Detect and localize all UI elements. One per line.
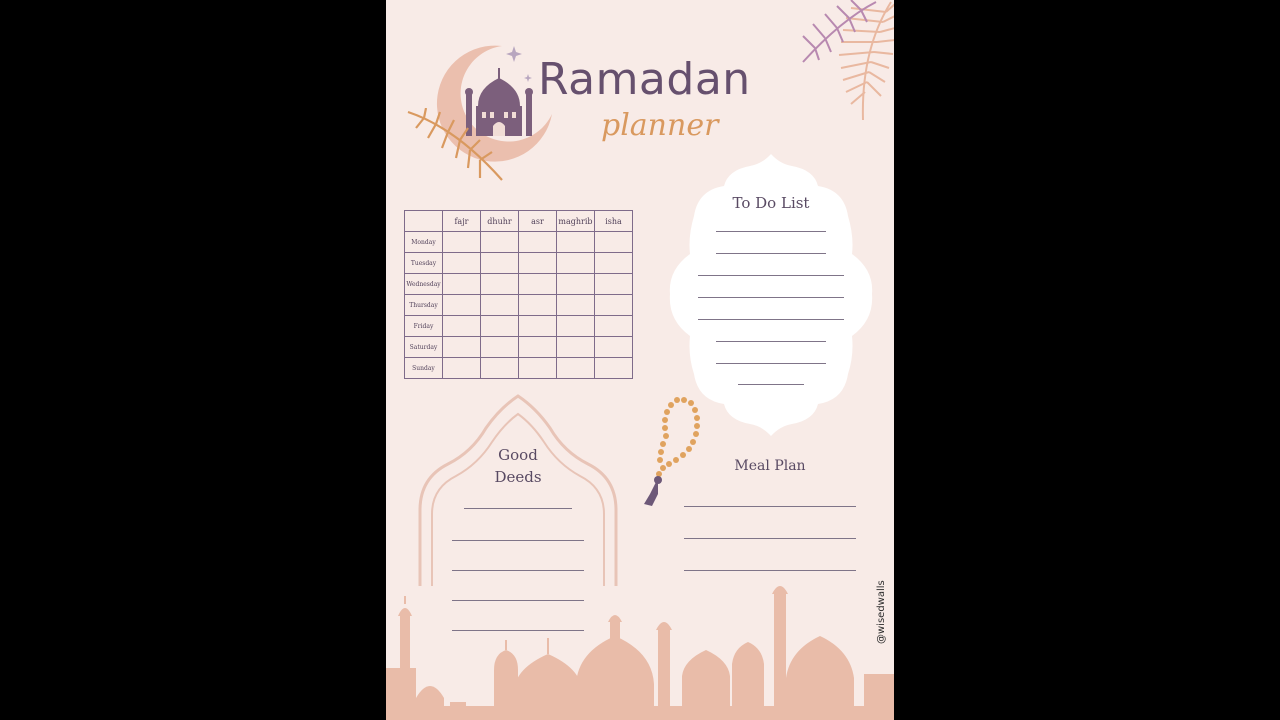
table-row: [405, 253, 633, 274]
check-cell: [443, 358, 481, 379]
todo-line: [716, 363, 826, 364]
meal-plan-line: [684, 506, 856, 507]
check-cell: [557, 274, 595, 295]
day-label: Monday: [405, 232, 443, 253]
check-cell: [595, 337, 633, 358]
table-row: [405, 274, 633, 295]
table-row: [405, 232, 633, 253]
check-cell: [519, 232, 557, 253]
check-cell: [595, 274, 633, 295]
check-cell: [595, 253, 633, 274]
todo-title: To Do List: [732, 194, 810, 212]
day-label: Tuesday: [405, 253, 443, 274]
prayer-beads-icon: [630, 394, 702, 510]
meal-plan-line: [684, 570, 856, 571]
good-deeds-line: [452, 540, 584, 541]
check-cell: [443, 295, 481, 316]
check-cell: [519, 274, 557, 295]
prayer-tracker-table: [404, 210, 633, 379]
column-header: fajr: [443, 211, 481, 232]
meal-plan-title: Meal Plan: [734, 458, 806, 474]
check-cell: [519, 358, 557, 379]
check-cell: [595, 295, 633, 316]
check-cell: [519, 316, 557, 337]
check-cell: [481, 358, 519, 379]
check-cell: [481, 295, 519, 316]
check-cell: [481, 337, 519, 358]
check-cell: [557, 337, 595, 358]
check-cell: [557, 232, 595, 253]
check-cell: [557, 316, 595, 337]
planner-page: [386, 0, 894, 720]
table-corner-cell: [405, 211, 443, 232]
column-header: asr: [519, 211, 557, 232]
todo-line: [698, 297, 844, 298]
check-cell: [519, 337, 557, 358]
check-cell: [443, 274, 481, 295]
mosque-skyline: [386, 578, 894, 720]
column-header: dhuhr: [481, 211, 519, 232]
column-header: isha: [595, 211, 633, 232]
meal-plan-line: [684, 538, 856, 539]
table-row: [405, 358, 633, 379]
check-cell: [519, 295, 557, 316]
todo-line: [698, 275, 844, 276]
check-cell: [481, 232, 519, 253]
check-cell: [595, 358, 633, 379]
check-cell: [443, 316, 481, 337]
check-cell: [557, 253, 595, 274]
table-row: [405, 295, 633, 316]
check-cell: [481, 253, 519, 274]
day-label: Saturday: [405, 337, 443, 358]
todo-line: [698, 319, 844, 320]
check-cell: [443, 232, 481, 253]
day-label: Thursday: [405, 295, 443, 316]
todo-line: [716, 253, 826, 254]
day-label: Friday: [405, 316, 443, 337]
planner-subtitle: planner: [601, 108, 719, 143]
good-deeds-line: [452, 570, 584, 571]
check-cell: [557, 295, 595, 316]
todo-line: [716, 231, 826, 232]
column-header: maghrib: [557, 211, 595, 232]
good-deeds-line: [464, 508, 572, 509]
creator-handle: @wisedwalls: [876, 580, 887, 644]
good-deeds-title-line1: Good: [498, 446, 538, 464]
todo-line: [716, 341, 826, 342]
table-row: [405, 316, 633, 337]
check-cell: [595, 316, 633, 337]
table-row: [405, 337, 633, 358]
planner-title: Ramadan: [538, 54, 751, 105]
check-cell: [481, 316, 519, 337]
good-deeds-title-line2: Deeds: [494, 468, 542, 486]
check-cell: [595, 232, 633, 253]
day-label: Wednesday: [405, 274, 443, 295]
check-cell: [519, 253, 557, 274]
palm-leaf-icon: [406, 108, 506, 184]
todo-line: [738, 384, 804, 385]
check-cell: [443, 337, 481, 358]
check-cell: [557, 358, 595, 379]
day-label: Sunday: [405, 358, 443, 379]
check-cell: [481, 274, 519, 295]
check-cell: [443, 253, 481, 274]
good-deeds-frame: [416, 392, 620, 588]
table-header-row: [405, 211, 633, 232]
palm-leaf-icon: [791, 0, 894, 125]
